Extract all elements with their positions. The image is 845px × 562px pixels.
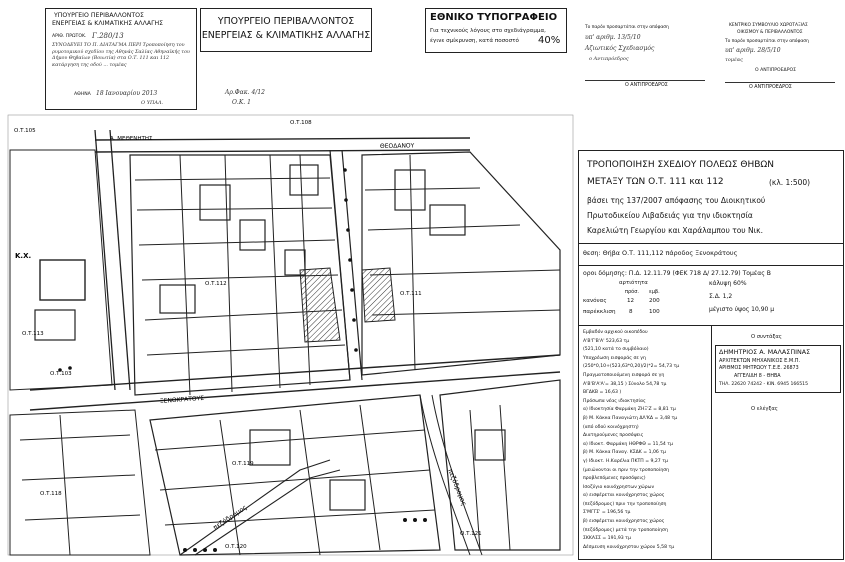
- street-pedestrian-right: πεζόδρομος: [446, 467, 469, 507]
- title-scale: (κλ. 1:500): [769, 178, 811, 187]
- terms-row1-label: κανόνας: [583, 298, 607, 304]
- stamp-prot-value: Γ.280/13: [92, 32, 124, 40]
- title-line3: βάσει της 137/2007 απόφασης του Διοικητικού: [587, 196, 766, 205]
- terms-height: μέγιστο ύψος 10,90 μ: [709, 306, 775, 313]
- terms-heading: οροι δόμησης: Π.Δ. 12.11.79 (ΦΕΚ 718 Δ/ 27.12.79) Τομέας Β: [583, 270, 771, 277]
- approval-right-line3: Το παρόν προσαρτάται στην απόφαση: [725, 39, 809, 44]
- printer-title: ΕΘΝΙΚΟ ΤΥΠΟΓΡΑΦΕΙΟ: [430, 12, 558, 23]
- area-line: ΣΚΚΑΣΣ = 191,93 τμ: [583, 536, 631, 542]
- title-line5: Καρελιώτη Γεωργίου και Χαράλαμπου του Νικ.: [587, 226, 763, 235]
- terms-far: Σ.Δ. 1,2: [709, 293, 733, 300]
- author-label: Ο συντάξας: [751, 334, 782, 340]
- area-line: α) εισφέρεται κοινόχρηστος χώρος: [583, 493, 665, 499]
- approval-right-line4: υπ' αριθμ. 28/5/10: [725, 47, 781, 54]
- stamp-prot-label: ΑΡΙΘ. ΠΡΩΤΟΚ.: [52, 34, 87, 39]
- ot-105: Ο.Τ.105: [14, 128, 36, 134]
- ot-108: Ο.Τ.108: [290, 120, 312, 126]
- author-reg: ΑΡΙΘΜΟΣ ΜΗΤΡΩΟΥ Τ.Ε.Ε. 26873: [719, 366, 799, 371]
- terms-row1-b: 200: [649, 298, 660, 304]
- printer-line2: έγινε σμίκρυνση, κατά ποσοστό: [430, 38, 519, 44]
- area-line: προβλεπόμενες προσόψεις): [583, 476, 646, 482]
- ministry-title-line2: ΕΝΕΡΓΕΙΑΣ & ΚΛΙΜΑΤΙΚΗΣ ΑΛΛΑΓΗΣ: [201, 30, 371, 41]
- area-line: Α'Β'Β'Α'Α'= 38,15 ) Σύνολο 54,78 τμ: [583, 381, 667, 387]
- area-line: α) Ιδιοκτησία Φαρμάκη ΖΗΞ'Ζ = 8,81 τμ: [583, 407, 676, 413]
- area-line: (521,10 κατά το συμβόλαιο): [583, 347, 649, 353]
- approval-left-line2: υπ' αριθμ. 13/5/10: [585, 34, 641, 41]
- title-block: [578, 150, 844, 560]
- ot-119: Ο.Τ.119: [232, 461, 254, 467]
- terms-row2-b: 100: [649, 309, 660, 315]
- terms-coverage: κάλυψη 60%: [709, 280, 747, 287]
- area-line: ΒΓΔΚΒ = 16,63 ): [583, 390, 622, 396]
- file-note-2: Ο.Κ. 1: [232, 99, 251, 106]
- ot-103: Ο.Τ.103: [50, 371, 72, 377]
- approval-right-line6: Ο ΑΝΤΙΠΡΟΕΔΡΟΣ: [755, 68, 796, 73]
- approval-left-line3: Αζιωτικός Σχεδιασμός: [585, 45, 655, 52]
- author-tel: ΤΗΛ. 22620 74242 - ΚΙΝ. 6945 166515: [719, 382, 808, 387]
- approval-right-line1: ΚΕΝΤΡΙΚΟ ΣΥΜΒΟΥΛΙΟ ΧΩΡΟΤΑΞΙΑΣ: [729, 23, 808, 28]
- area-line: β) Μ. Κάκκα Παναγ. ΚΣΔΚ = 1,06 τμ: [583, 450, 666, 456]
- area-line: γ) Ιδιοκτ. Η.Καρέλια ΠΚΤΠ = 9,27 τμ: [583, 458, 668, 464]
- area-line: Πρόσωπα νέας ιδιοκτησίας: [583, 398, 646, 404]
- terms-col-a: πρόσ.: [625, 289, 640, 295]
- street-pedestrian-bottom: πεζόδρομος: [211, 503, 249, 532]
- street-theodanou: ΘΕΟΔΑΝΟΥ: [379, 142, 415, 150]
- area-line: (μειώνονται οι πριν την τροποποίηση: [583, 467, 670, 473]
- area-line: α) Ιδιοκτ. Φαρμάκη ΗΘΡΦΘ = 11,54 τμ: [583, 441, 673, 447]
- area-line: β) εισφέρεται κοινόχρηστος χώρος: [583, 519, 665, 525]
- title-line2: ΜΕΤΑΞΥ ΤΩΝ Ο.Τ. 111 και 112: [587, 177, 724, 187]
- printer-percent: 40%: [538, 35, 561, 46]
- stamp-date-label: ΑΘΗΝΑ: [74, 92, 91, 97]
- author-title: ΑΡΧΙΤΕΚΤΩΝ ΜΗΧΑΝΙΚΟΣ Ε.Μ.Π.: [719, 358, 801, 364]
- modified-zone-hatch-2: [362, 268, 395, 322]
- author-addr: ΑΓΓΕΛΙΔΗ 8 - ΘΗΒΑ: [734, 374, 781, 379]
- ot-120: Ο.Τ.120: [225, 544, 247, 550]
- area-line: (πεζόδρομος) μετά την τροποποίηση: [583, 527, 668, 533]
- checked-label: Ο ελέγξας: [751, 406, 778, 412]
- stamp-line1: ΥΠΟΥΡΓΕΙΟ ΠΕΡΙΒΑΛΛΟΝΤΟΣ: [54, 12, 144, 19]
- area-line: Πραγματοποιούμενη εισφορά σε γη: [583, 372, 665, 378]
- ministry-stamp: [45, 8, 197, 110]
- area-line: (πεζόδρομος) πριν την τροποποίηση: [583, 501, 667, 507]
- ministry-title-box: [200, 8, 372, 52]
- approval-right-line5: τομέας: [725, 57, 743, 63]
- location-section: [579, 243, 843, 266]
- approval-left-footer: Ο ΑΝΤΙΠΡΟΕΔΡΟΣ: [625, 83, 668, 88]
- printer-line1: Για τεχνικούς λόγους στο σχεδιάγραμμα,: [430, 28, 546, 34]
- areas-list: [583, 329, 709, 552]
- terms-col-b: εμβ.: [649, 289, 660, 295]
- terms-row2-label: παρέκκλιση: [583, 309, 616, 315]
- terms-row1-a: 12: [627, 298, 635, 304]
- area-line: Υποχρέωση εισφοράς σε γη: [583, 355, 646, 361]
- location-text: θεση: Θήβα Ο.Τ. 111,112 πάροδος Ξενοκράτους: [583, 249, 738, 257]
- author-name: ΔΗΜΗΤΡΙΟΣ Α. ΜΑΛΑΣΠΙΝΑΣ: [719, 348, 811, 356]
- title-line1: ΤΡΟΠΟΠΟΙΗΣΗ ΣΧΕΔΙΟΥ ΠΟΛΕΩΣ ΘΗΒΩΝ: [587, 160, 774, 170]
- area-line: (250*0,10+(523,63*0,20)/2)*2= 54,73 τμ: [583, 364, 680, 370]
- approval-right-line2: ΟΙΚΙΣΜΟΥ & ΠΕΡΙΒΑΛΛΟΝΤΟΣ: [737, 30, 803, 35]
- area-line: Ισοζύγιο κοινόχρηστων χώρων: [583, 484, 655, 490]
- kk-label: Κ.Χ.: [15, 252, 32, 260]
- area-line: β) Μ. Κάκκα Παναγιώτη ΔΛ'ΚΔ = 3,48 τμ: [583, 415, 678, 421]
- stamp-body: ΣΥΝΟΔΕΥΕΙ ΤΟ Π. ΔΙΑΤΑΓΜΑ ΠΕΡΙ Τροποποίηση του ρυμοτομικού σχεδίου της Αθηνάς Σαλίας Αθηναϊκής του Δήμου Θηβαίων (Βοιωτία) στα Ο.Τ. 111 και 112 κατάργηση της οδού ... τομέας: [52, 43, 190, 68]
- approval-left-rule: [585, 80, 705, 81]
- stamp-sign: Ο ΥΠΑΛ.: [141, 100, 164, 106]
- title-section: [579, 151, 843, 244]
- building-terms: [579, 265, 843, 326]
- file-note-1: Αρ.Φακ. 4/12: [225, 89, 265, 96]
- printer-stamp: [425, 8, 567, 53]
- area-line: (από οδού κοινόχρηστη): [583, 424, 639, 430]
- approval-right-footer: Ο ΑΝΤΙΠΡΟΕΔΡΟΣ: [749, 85, 792, 90]
- approval-stamp-left: [585, 26, 715, 96]
- area-line: Εμβαδόν αρχικού οικοπέδου: [583, 330, 648, 335]
- area-line: Σ'ΜΓΓΣ' = 196,56 τμ: [583, 510, 631, 516]
- terms-col-head: αρτιότητα: [619, 280, 648, 286]
- area-line: Α'Β'Γ'Β'Α' 523,63 τμ: [583, 338, 630, 344]
- author-stamp: [715, 345, 841, 393]
- title-line4: Πρωτοδικείου Λιβαδειάς για την ιδιοκτησία: [587, 211, 753, 220]
- modified-zone-hatch: [300, 268, 340, 342]
- cadastral-map: [0, 110, 578, 562]
- approval-right-rule: [725, 82, 835, 83]
- ministry-title-line1: ΥΠΟΥΡΓΕΙΟ ΠΕΡΙΒΑΛΛΟΝΤΟΣ: [217, 16, 355, 27]
- street-left: Α. ΜΕΘΕΝΗΤΗΣ: [110, 136, 153, 142]
- terms-row2-a: 8: [629, 309, 633, 315]
- area-line: Δέσμευση κοινόχρηστου χώρου 5,58 τμ: [583, 544, 675, 550]
- stamp-date-value: 18 Ιανουαρίου 2013: [96, 90, 158, 97]
- ot-121: Ο.Τ.121: [460, 531, 482, 537]
- approval-left-line1: Το παρόν προσαρτάται στην απόφαση: [585, 25, 669, 30]
- areas-section: [579, 325, 712, 559]
- ot-111: Ο.Τ.111: [400, 291, 422, 297]
- approval-stamp-right: [725, 24, 840, 104]
- approval-left-line4: ο Αντιπρόεδρος: [589, 56, 629, 62]
- stamp-line2: ΕΝΕΡΓΕΙΑΣ & ΚΛΙΜΑΤΙΚΗΣ ΑΛΛΑΓΗΣ: [52, 20, 164, 27]
- author-section: [711, 325, 843, 559]
- ot-112: Ο.Τ.112: [205, 281, 227, 287]
- area-line: Διατηρούμενες προσόψεις: [583, 433, 644, 439]
- ot-118: Ο.Τ.118: [40, 491, 62, 497]
- ot-113: Ο.Τ.113: [22, 331, 44, 337]
- street-xenokratous: ΞΕΝΟΚΡΑΤΟΥΣ: [159, 394, 205, 405]
